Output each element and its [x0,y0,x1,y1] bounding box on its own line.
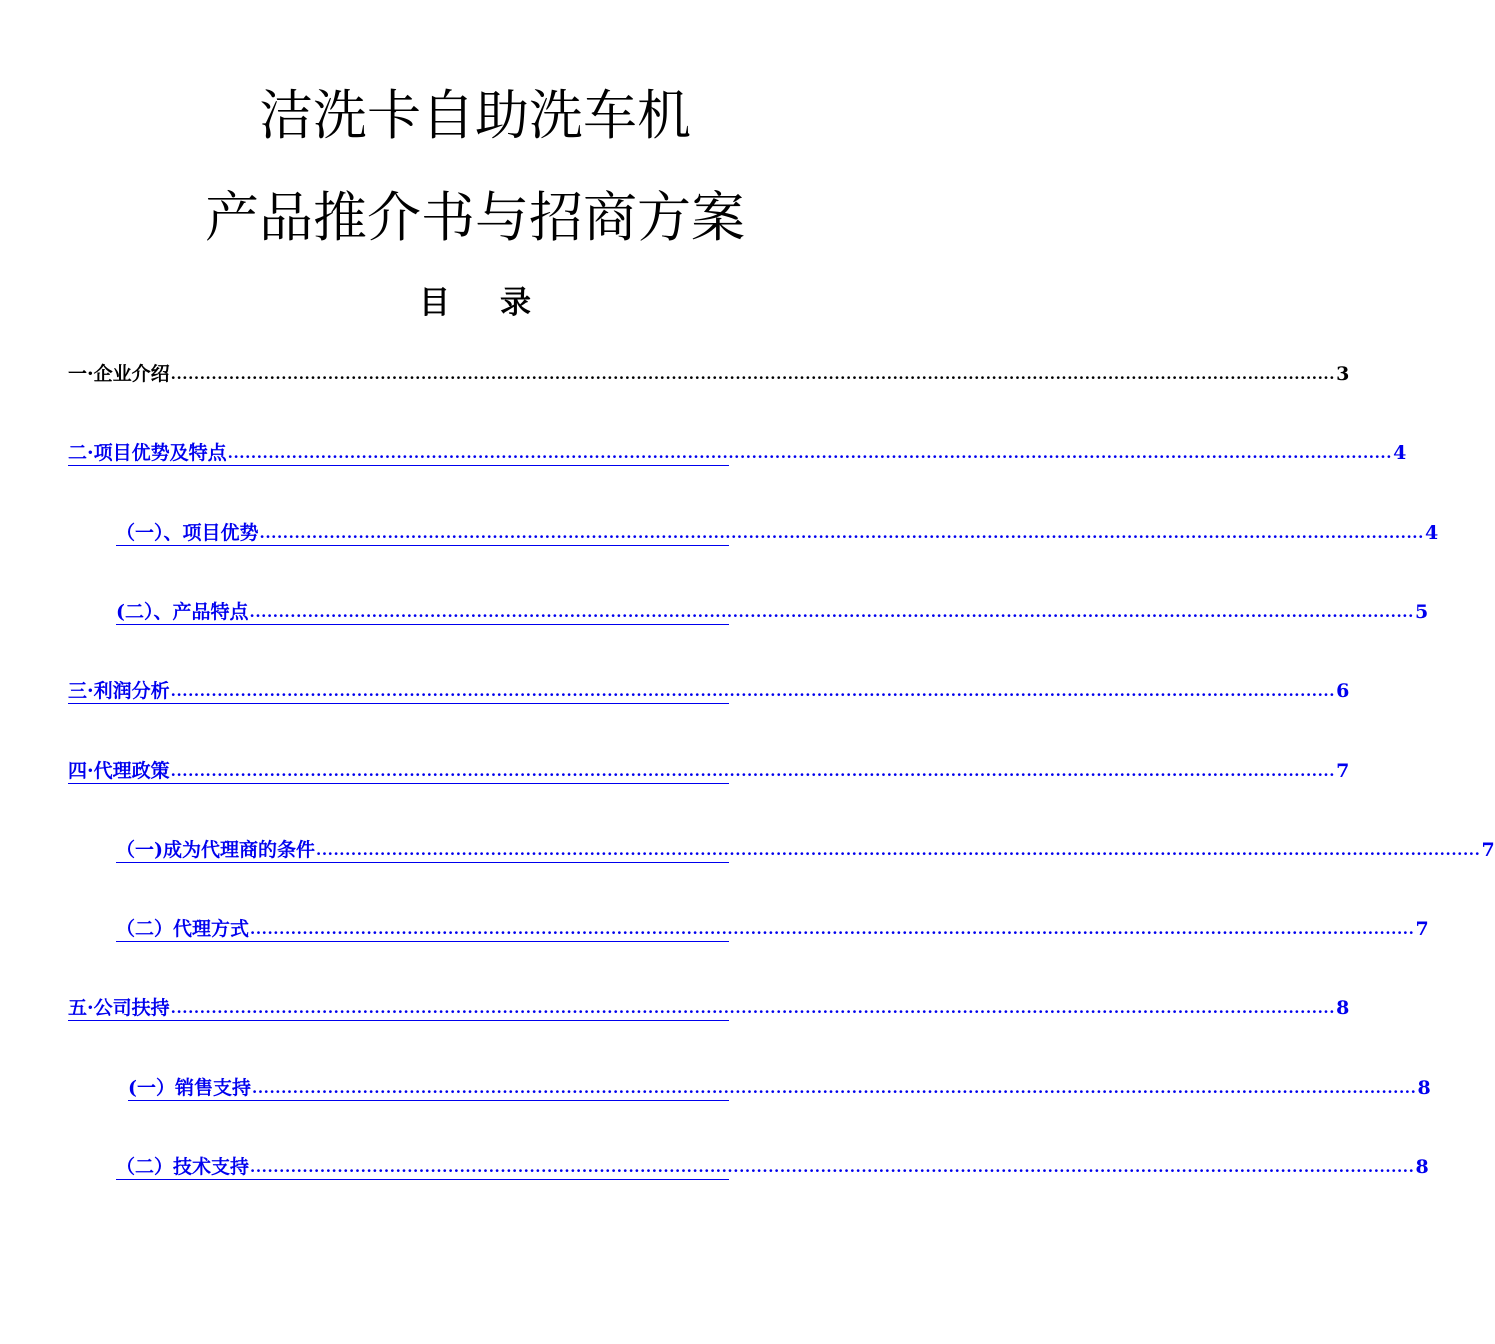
document-title-line-2: 产品推介书与招商方案 [205,186,745,249]
toc-entry-label: (二）、产品特点 [116,601,249,623]
dot-leader: ........................................................................................................................................................................................................ [170,762,1336,780]
toc-entry-page: 7 [1481,839,1495,861]
dot-leader: ........................................................................................................................................................................................................ [170,365,1336,383]
toc-entry-page: 7 [1336,760,1350,782]
toc-entry-label: （一)成为代理商的条件 [116,839,315,861]
toc-entry-page: 4 [1393,442,1407,464]
document-title-line-1: 洁洗卡自助洗车机 [259,84,691,147]
toc-entry-label: (一）销售支持 [128,1077,251,1099]
dot-leader: ........................................................................................................................................................................................................ [250,920,1415,938]
toc-entry-page: 4 [1424,522,1439,544]
toc-entry-label: 一·企业介绍 [68,363,170,385]
toc-heading: 目录 [419,285,581,321]
toc-entry-sales-support[interactable] [128,1070,1431,1101]
toc-entry-product-features[interactable] [116,594,1429,625]
toc-entry-label: 四·代理政策 [68,760,170,782]
toc-entry-label: （二）技术支持 [116,1156,250,1178]
toc-entry-label: （二）代理方式 [116,918,250,940]
toc-entry-project-advantages[interactable] [116,515,1439,546]
toc-entry-label: 五·公司扶持 [68,997,170,1019]
toc-entry-technical-support[interactable] [116,1149,1429,1180]
toc-entry-page: 8 [1336,997,1350,1019]
toc-entry-label: 二·项目优势及特点 [68,442,227,464]
toc-entry-profit-analysis[interactable] [68,673,1350,704]
toc-entry-agency-policy[interactable] [68,753,1350,784]
toc-entry-company-support[interactable] [68,990,1350,1021]
dot-leader: ........................................................................................................................................................................................................ [252,1079,1417,1097]
toc-entry-agent-conditions[interactable] [116,832,1495,863]
toc-entry-page: 5 [1414,601,1429,623]
toc-entry-project-advantages-features[interactable] [68,435,1407,466]
toc-entry-page: 8 [1415,1156,1429,1178]
toc-entry-page: 3 [1336,363,1350,385]
dot-leader: ........................................................................................................................................................................................................ [316,841,1481,859]
dot-leader: ........................................................................................................................................................................................................ [170,682,1336,700]
toc-entry-page: 8 [1417,1077,1431,1099]
dot-leader: ........................................................................................................................................................................................................ [249,603,1414,621]
toc-entry-label: 三·利润分析 [68,680,170,702]
dot-leader: ........................................................................................................................................................................................................ [227,444,1393,462]
toc-entry-label: （一）、项目优势 [116,522,259,544]
toc-entry-agency-methods[interactable] [116,911,1429,942]
toc-entry-page: 6 [1336,680,1350,702]
dot-leader: ........................................................................................................................................................................................................ [250,1158,1415,1176]
dot-leader: ........................................................................................................................................................................................................ [170,999,1336,1017]
toc-entry-page: 7 [1415,918,1429,940]
dot-leader: ........................................................................................................................................................................................................ [259,524,1424,542]
toc-entry-company-intro[interactable] [68,356,1350,386]
